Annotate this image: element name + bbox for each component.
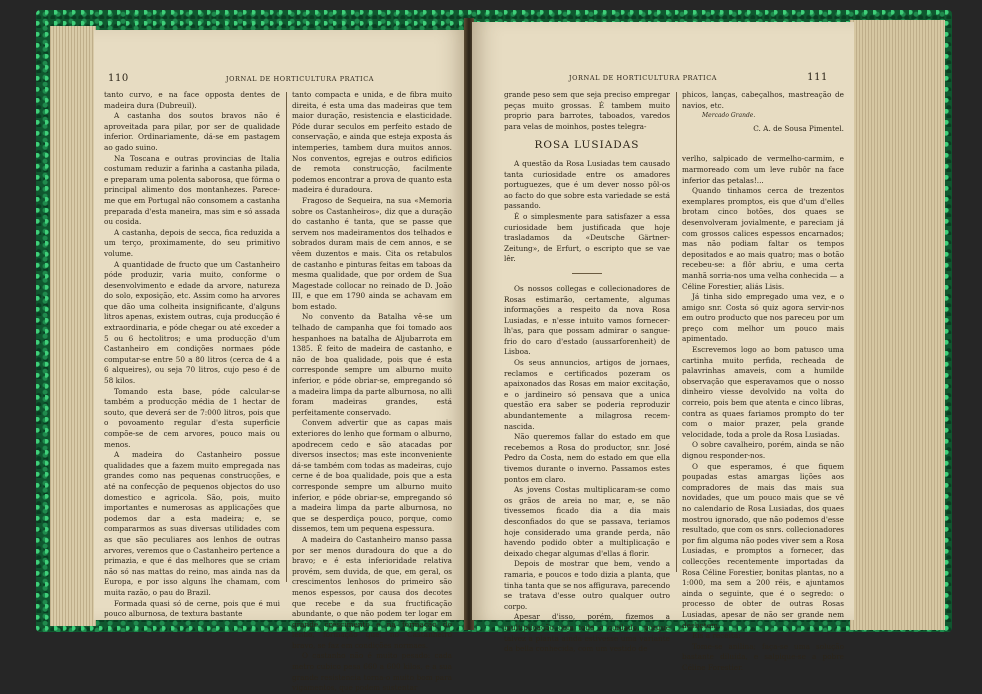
- paragraph: As jovens Costas multiplicaram-se como os grãos de areia no mar, e, se não tivessemos ficado dia a dia mais desconfiados do que se passava, teriamos hoje considerado uma grande perda, não havendo podido obter a multiplicação e deixado chegar algumas d'ellas á florir.: [504, 485, 670, 558]
- right-column-1: [504, 90, 670, 654]
- right-running-title: JORNAL DE HORTICULTURA PRATICA: [568, 74, 718, 82]
- left-running-header: [94, 75, 466, 87]
- paragraph: Os nossos collegas e collecionadores de Rosas estimarão, certamente, algumas informações a respeito da nova Rosa Lusiadas, e n'esse intuito vamos fornecer-lh'as, para que possam admirar o sangue-frio do caro d'estado (aussarforenheit) de Lisboa.: [504, 283, 670, 357]
- right-page-edges: [850, 20, 945, 630]
- paragraph: Tomando esta base, póde calcular-se também a producção média de 1 hectar de souto, que deverá ser de 7:000 litros, pois que o povoamento regular d'esta superficie compõe-se de cem arvores, pouco mais ou menos.: [104, 386, 280, 449]
- right-page-number: 111: [807, 72, 828, 83]
- paragraph: A castanha dos soutos bravos não é aproveitada para pilar, por ser de qualidade inferior. Ordinariamente, dá-se em pastagem ao gado suino.: [104, 111, 280, 152]
- paragraph: tanto compacta e unida, e de fibra muito direita, é esta uma das madeiras que tem maior duração, resistencia e elasticidade. Póde durar seculos em perfeito estado de conservação, e ainda que esteja exposta ás intemperies, tambem dura muitos annos. Nos conventos, egrejas e outros edificios de remota construcção, facilmente podemos encontrar a prova de quanto esta madeira é duradoura.: [292, 90, 452, 195]
- paragraph: Depois de mostrar que bem, vendo a ramaria, e poucos e todo dizia a planta, que tinha tanta que se nos affigurava, parecendo se tratava d'esse outro qualquer outro corpo.: [504, 559, 670, 611]
- paragraph: A castanha, depois de secca, fica reduzida a um terço, proximamente, do seu primitivo volume.: [104, 227, 280, 258]
- paragraph: Já tinha sido empregado uma vez, e o amigo snr. Costa só quiz agora servir-nos em outro producto que nos pareceu por um preço com melhor um pouco mais apimentado.: [682, 292, 844, 344]
- paragraph: Apesar d'isso, porém, fizemos a multiplicação com todo o cuidado, porque talvez a planta ainda estivesse uma variante da bella conhecida, com um vestido de: [504, 612, 670, 654]
- paragraph: A madeira do Castanheiro manso passa por ser menos duradoura do que a do bravo; e é esta inferioridade relativa provém, sem duvida, de que, em geral, os crescimentos lenhosos do primeiro são menos espessos, por causa dos decotes que recebe e da sua fructificação abundante, o que não podem ter logar em grande crescimento e na formação do lenho, formação que, no Castanheiro bravo, se faz em condições normaes.: [292, 534, 452, 650]
- left-page-edges: [50, 26, 96, 626]
- paragraph: tanto curvo, e na face opposta dentes de madeira dura (Dubreuil).: [104, 90, 280, 110]
- paragraph: Escrevemos logo ao bom patusco uma cartinha muito perfida, recheada de palavrinhas amaveis, com a humilde observação que esperavamos que o nosso dinheiro viesse devolvido na volta do correio, pois bem que atenta e cinco libras, contra as quaes fariamos prompto do ter com o maior prazer, pela grande velocidade, toda a prole da Rosa Lusiadas.: [682, 345, 844, 439]
- signature: C. A. de Sousa Pimentel.: [753, 123, 844, 133]
- paragraph: Os seus annuncios, artigos de jornaes, reclamos e certificados pozeram os apaixonados das Rosas em maior excitação, e o jardineiro só pensava que a unica questão era saber se poderia reproduzir abundantemente a milagrosa recem-nascida.: [504, 358, 670, 431]
- paragraph: No convento da Batalha vê-se um telhado de campanha que foi tomado aos hespanhoes na batalha de Aljubarrota em 1385. É feito de madeira de castanho, e não de boa qualidade, pois que é esta corresponde sempre um alburno muito inferior, e póde obriar-se, empregando só a madeira limpa da parte alburnosa, no alli foram madeiras grandes, está perfeitamente conservado.: [292, 312, 452, 417]
- paragraph: O castanho não é muito pesado: cada metro cubico pesa 660 a 600 kilos, e a sua grande resistencia torna-o muito bom para vigamentos, que podem sustentar: [292, 651, 452, 693]
- left-column-rule: [286, 92, 287, 582]
- paragraph: Convem advertir que as capas mais exteriores do lenho que formam o alburno, apodrecem cedo e são atacadas por diversos insectos; mas este inconveniente dá-se também com todas as madeiras, cujo cerne é de boa qualidade, pois que a esta corresponde sempre um alburno muito inferior, e póde obriar-se, empregando só a madeira limpa da parte alburnosa, no que se desperdiça pouco, porque, como dissemos, tem um pequena espessura.: [292, 418, 452, 534]
- paragraph: Não queremos fallar do estado em que recebemos a Rosa do productor, snr. José Pedro da Costa, nem do estado em que ella tivemos durante o inverno. Passamos estes pontos em claro.: [504, 432, 670, 484]
- signature-place: Mercado Grande.: [702, 112, 756, 120]
- paragraph: Na Toscana e outras provincias de Italia costumam reduzir a farinha a castanha pilada, e preparam uma polenta saborosa, que fórma o principal alimento dos montanhezes. Parece-me que em Portugal não consomem a castanha preparada d'esta maneira, mas sim e só assada ou cosida.: [104, 153, 280, 227]
- paragraph: Fragoso de Sequeira, na sua «Memoria sobre os Castanheiros», diz que a duração do castanho é tanta, que se passe que servem nos madeiramentos dos telhados e sobrados duram mais de cem annos, e se vêem duzentos e mais. Cita os retabulos de castanho e pinturas feitas em taboas da mesma qualidade, que por ordem de Sua Magestade collocar no reinado de D. João III, e que em 1790 ainda se achavam em bom estado.: [292, 195, 452, 311]
- left-page-number: 110: [108, 73, 129, 84]
- right-column-2: [682, 90, 845, 672]
- paragraph: Formada quasi só de cerne, pois que é mui pouco alburnosa, de textura bastante: [104, 598, 280, 619]
- paragraph: Tome-se anilina; faça-se uma solução bastante diluida, e salpique-se a pobre Céline Forestier.: [682, 641, 844, 672]
- right-running-header: [472, 74, 854, 86]
- paragraph: Quando tinhamos cerca de trezentos exemplares promptos, eis que d'um d'elles brotam cinco botões, dos quaes se desenvolveram jovialmente, e pareciam já com grossos calices espessos encarnados; mas não podiam faltar os tempos depositados e ao mais quatro; mas o botão recebeu-se: a flôr abriu, e uma certa manhã sorria-nos uma velha conhecida — a Céline Forestier, aliás Lisis.: [682, 186, 844, 291]
- article-title: ROSA LUSIADAS: [534, 139, 640, 152]
- paragraph: grande peso sem que seja preciso empregar peças muito grossas. É tambem muito proprio para barrotes, taboados, varedos para velas de moinhos, postes telegra-: [504, 90, 670, 131]
- paragraph: verlho, salpicado de vermelho-carmim, e marmoreado com um leve rubôr na face inferior das petalas!...: [682, 154, 844, 185]
- paragraph: A questão da Rosa Lusiadas tem causado tanta curiosidade entre os amadores portuguezes, que é um dever nosso pôl-os ao facto do que sobre esta variedade se está passando.: [504, 158, 670, 211]
- right-column-rule: [676, 92, 677, 572]
- paragraph: A madeira do Castanheiro possue qualidades que a fazem muito empregada nas grandes como nas pequenas construcções, e até na confecção de pequenos objectos do uso domestico e agricola. São, pois, muito importantes e numerosas as applicações que podemos dar a esta madeira; e, se compararmos as suas diversas utilidades com as que são peculiares aos lenhos de outras arvores, veremos que o Castanheiro pertence a primazia, e que é das melhores que se criam não só nas mattas do reino, mas ainda nas da Europa, e por isso alguns lhe chamam, com muita razão, o pau do Brazil.: [104, 450, 280, 597]
- left-running-title: JORNAL DE HORTICULTURA PRATICA: [225, 75, 375, 83]
- paragraph: O que esperamos, é que fiquem poupadas estas amargas lições aos compradores de mais das mais sua novidades, que um pouco mais que se vê no calendario de Rosa Lusiadas, dos quaes mostrou ignorado, que não podemos d'esse resultado, que com os snrs. collecionadores por fim alguma não podes viver sem a Rosa Lusiadas, e promptos a fornecer, das collecções recentemente importadas da Rosa Céline Forestier, bonitas plantas, no a 1:000, ma sem a 200 réis, e ajuntamos ainda o seguinte, que é o segredo: o processo de obter de outras Rosas Lusiadas, apesar de não ser grande nem desbotem.: [682, 461, 845, 630]
- left-page: [94, 30, 466, 693]
- paragraph: phicos, lanças, cabeçalhos, mastreação de navios, etc.: [682, 90, 844, 110]
- left-column-2: [292, 90, 452, 693]
- separator-rule: [572, 273, 602, 274]
- right-page: [472, 22, 854, 672]
- paragraph: É o simplesmente para satisfazer a essa curiosidade bem justificada que hoje trasladamos da «Deutsche Gärtner-Zeitung», de Erfurt, o escripto que se vae lêr.: [504, 211, 670, 264]
- paragraph: O sobre cavalheiro, porém, ainda se não dignou responder-nos.: [682, 440, 844, 460]
- paragraph: A quantidade de fructo que um Castanheiro póde produzir, varia muito, conforme o desenvolvimento e edade da arvore, natureza do solo, exposição, etc. Assim como ha arvores que dão uma colheita insignificante, d'alguns litros apenas, existem outras, cuja producção é extraordinaria, e póde chegar ou até exceder a 5 ou 6 hectolitros; e uma producção d'um Castanheiro em condições normaes póde computar-se entre 50 a 80 litros (cerca de 4 a 6 alqueires), ou seja 70 litros, cujo peso é de 58 kilos.: [104, 259, 280, 386]
- paragraph: Eis a receita:: [692, 631, 741, 641]
- left-column-1: [104, 90, 280, 619]
